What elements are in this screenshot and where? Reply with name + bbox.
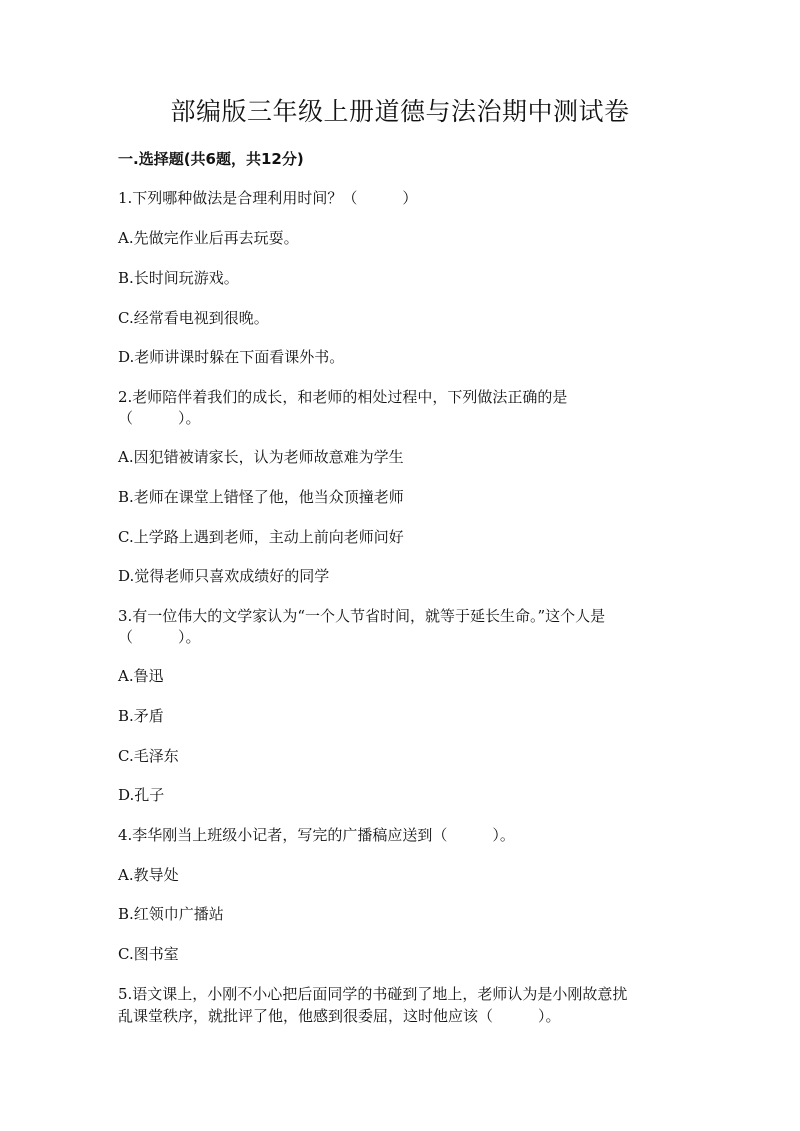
question-1-option-d[interactable]: D.老师讲课时躲在下面看课外书。: [118, 348, 345, 366]
question-3-option-a[interactable]: A.鲁迅: [118, 667, 164, 685]
section-heading: 一.选择题(共6题，共12分): [118, 150, 304, 168]
question-3-stem-line-2: （ ）。: [118, 628, 201, 646]
question-3-option-c[interactable]: C.毛泽东: [118, 747, 179, 765]
question-2-option-c[interactable]: C.上学路上遇到老师，主动上前向老师问好: [118, 528, 404, 546]
question-1-option-b[interactable]: B.长时间玩游戏。: [118, 269, 239, 287]
question-2-option-b[interactable]: B.老师在课堂上错怪了他，他当众顶撞老师: [118, 488, 404, 506]
question-1-option-a[interactable]: A.先做完作业后再去玩耍。: [118, 229, 299, 247]
question-3-option-b[interactable]: B.矛盾: [118, 707, 164, 725]
question-3-stem-line-1: 3.有一位伟大的文学家认为“一个人节省时间，就等于延长生命。”这个人是: [118, 607, 606, 625]
question-2-stem-line-2: （ ）。: [118, 409, 201, 427]
question-2-option-a[interactable]: A.因犯错被请家长，认为老师故意难为学生: [118, 448, 404, 466]
question-4-option-a[interactable]: A.教导处: [118, 866, 179, 884]
question-5-stem-line-2: 乱课堂秩序，就批评了他，他感到很委屈，这时他应该（ ）。: [118, 1007, 561, 1025]
question-4-option-b[interactable]: B.红领巾广播站: [118, 905, 224, 923]
question-1-option-c[interactable]: C.经常看电视到很晚。: [118, 309, 269, 327]
question-2-option-d[interactable]: D.觉得老师只喜欢成绩好的同学: [118, 567, 330, 585]
page-title: 部编版三年级上册道德与法治期中测试卷: [170, 97, 630, 126]
question-4-option-c[interactable]: C.图书室: [118, 945, 179, 963]
question-3-option-d[interactable]: D.孔子: [118, 786, 165, 804]
question-1-stem: 1.下列哪种做法是合理利用时间？（ ）: [118, 189, 418, 207]
question-4-stem: 4.李华刚当上班级小记者，写完的广播稿应送到（ ）。: [118, 826, 515, 844]
question-5-stem-line-1: 5.语文课上，小刚不小心把后面同学的书碰到了地上，老师认为是小刚故意扰: [118, 985, 628, 1003]
question-2-stem-line-1: 2.老师陪伴着我们的成长，和老师的相处过程中，下列做法正确的是: [118, 388, 568, 406]
